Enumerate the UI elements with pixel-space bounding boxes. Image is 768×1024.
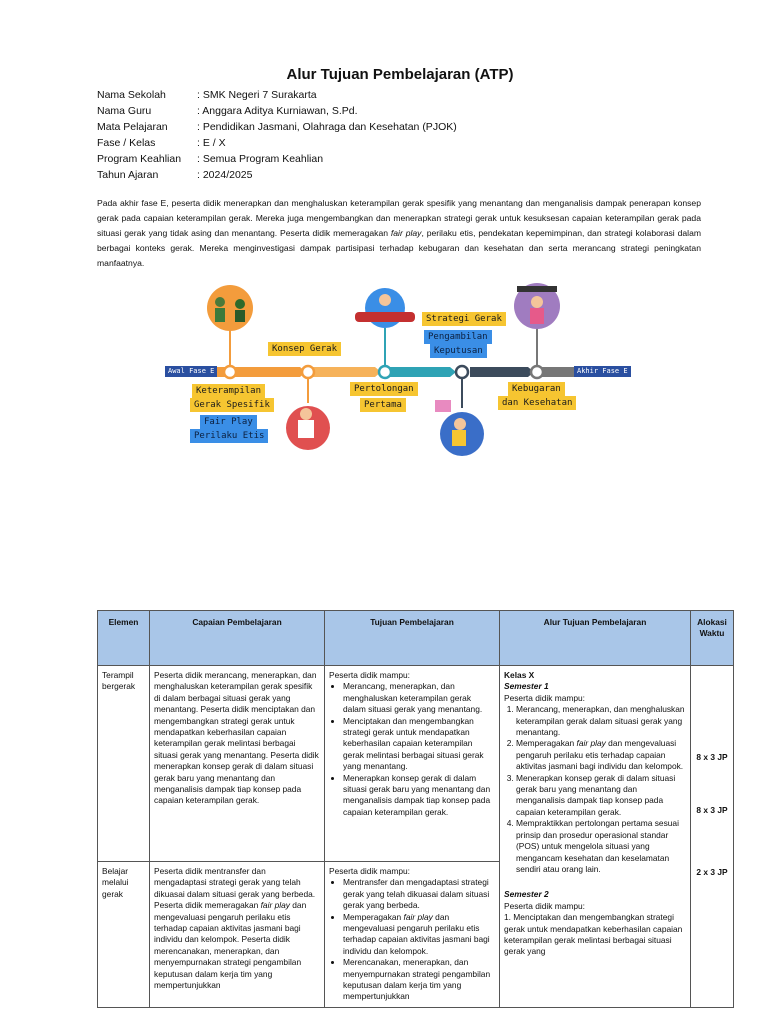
cell-tujuan bbox=[325, 862, 500, 1008]
milestone-node bbox=[379, 366, 391, 378]
info-label: Nama Sekolah bbox=[97, 89, 166, 101]
alur-semester-1: Semester 1 bbox=[504, 681, 549, 692]
label-strategi-gerak: Strategi Gerak bbox=[422, 312, 506, 326]
label-perilaku-etis: Perilaku Etis bbox=[190, 429, 268, 443]
label-fair-play: Fair Play bbox=[200, 415, 257, 429]
label-keterampilan: Keterampilan bbox=[192, 384, 265, 398]
info-label: Fase / Kelas bbox=[97, 137, 156, 149]
info-value: : Semua Program Keahlian bbox=[197, 153, 324, 165]
info-value: : 2024/2025 bbox=[197, 169, 253, 181]
paragraph-text: Pada akhir fase E, peserta didik menerapkan dan menghaluskan keterampilan gerak spesifik yang menantang dan menganalisis dampak penerapan konsep gerak pada capaian keterampilan gerak. Mereka juga mengembangkan dan menerapkan strategi gerak untuk kesuksesan capaian keterampilan gerak pada situasi gerak yang tidak asing dan menantang. Peserta didik memeragakan bbox=[97, 198, 701, 238]
info-value: : Pendidikan Jasmani, Olahraga dan Kesehatan (PJOK) bbox=[197, 121, 457, 133]
cell-elemen: Terampil bergerak bbox=[98, 666, 150, 862]
path-segment-light-orange bbox=[312, 367, 381, 377]
list-item: • Menciptakan dan mengembangkan strategi gerak untuk mendapatkan keberhasilan capaian keterampilan gerak melintasi berbagai situasi gerak yang menantang. bbox=[343, 716, 495, 773]
alur-semester-2: Semester 2 bbox=[504, 889, 549, 900]
path-segment-dark bbox=[470, 367, 534, 377]
header-tujuan: Tujuan Pembelajaran bbox=[325, 611, 500, 666]
label-pertolongan: Pertolongan bbox=[350, 382, 418, 396]
milestone-node bbox=[302, 366, 314, 378]
alur-list bbox=[504, 704, 686, 875]
cell-tujuan bbox=[325, 666, 500, 862]
header-elemen: Elemen bbox=[98, 611, 150, 666]
cell-elemen: Belajar melalui gerak bbox=[98, 862, 150, 1008]
table-header-row bbox=[98, 611, 734, 666]
page-title: Alur Tujuan Pembelajaran (ATP) bbox=[286, 66, 514, 83]
alur-kelas: Kelas X bbox=[504, 670, 535, 680]
info-row-subject bbox=[97, 119, 457, 135]
tujuan-list bbox=[329, 877, 495, 1002]
paragraph-fair-play: fair play bbox=[390, 228, 422, 238]
tujuan-intro: Peserta didik mampu: bbox=[329, 866, 410, 876]
alur-intro: Peserta didik mampu: bbox=[504, 900, 585, 911]
info-row-school bbox=[97, 87, 457, 103]
list-item: • Merencanakan, menerapkan, dan menyempurnakan strategi pengambilan keputusan dalam kerja tim yang mempertunjukkan bbox=[343, 957, 495, 1003]
label-pertama: Pertama bbox=[360, 398, 406, 412]
label-dan-kesehatan: dan Kesehatan bbox=[498, 396, 576, 410]
path-segment-teal bbox=[390, 367, 456, 377]
list-item: 1. Merancang, menerapkan, dan menghaluskan keterampilan gerak dalam situasi gerak yang menantang. bbox=[516, 704, 686, 738]
info-value: : Anggara Aditya Kurniawan, S.Pd. bbox=[197, 105, 358, 117]
tujuan-intro: Peserta didik mampu: bbox=[329, 670, 410, 680]
list-item: • Mentransfer dan mengadaptasi strategi gerak yang telah dikuasai dalam situasi gerak yang berbeda. bbox=[343, 877, 495, 911]
list-item: 4. Mempraktikkan pertolongan pertama sesuai prinsip dan prosedur operasional standar (POS) untuk mengelola situasi yang mengancam kesehatan dan keselamatan sendiri atau orang lain. bbox=[516, 818, 686, 875]
info-value: : E / X bbox=[197, 137, 226, 149]
label-konsep-gerak: Konsep Gerak bbox=[268, 342, 341, 356]
tujuan-list bbox=[329, 681, 495, 818]
soccer-players-illustration bbox=[207, 285, 253, 331]
list-item: • Merancang, menerapkan, dan menghaluskan keterampilan gerak dalam situasi gerak yang menantang. bbox=[343, 681, 495, 715]
cell-alokasi bbox=[691, 666, 734, 1008]
phase-description bbox=[97, 196, 701, 271]
list-item: 3. Menerapkan konsep gerak di dalam situasi gerak baru yang menantang dan menganalisis dampak tiap konsep pada capaian keterampilan gerak. bbox=[516, 773, 686, 819]
table-row bbox=[98, 666, 734, 862]
alokasi-value: 2 x 3 JP bbox=[696, 866, 728, 877]
info-value: : SMK Negeri 7 Surakarta bbox=[197, 89, 317, 101]
alokasi-value: 8 x 3 JP bbox=[696, 805, 728, 816]
cell-capaian: Peserta didik mentransfer dan mengadaptasi strategi gerak yang telah dikuasai dalam situasi gerak yang berbeda. Peserta didik memeragakan fair play dan mengevaluasi pengaruh perilaku etis terhadap capaian aktivitas jasmani bagi individu dan kelompok. Peserta didik merencanakan, menerapkan, dan menyempurnakan strategi pengambilan keputusan dalam kerja tim yang mempertunjukkan bbox=[150, 862, 325, 1008]
info-row-phase bbox=[97, 135, 457, 151]
identity-block bbox=[97, 87, 457, 183]
info-label: Tahun Ajaran bbox=[97, 169, 159, 181]
label-pengambilan: Pengambilan bbox=[424, 330, 492, 344]
milestone-node bbox=[224, 366, 236, 378]
list-item: 2. Memperagakan fair play dan mengevaluasi pengaruh perilaku etis terhadap capaian aktivitas jasmani bagi individu dan kelompok. bbox=[516, 738, 686, 772]
list-item: • Menerapkan konsep gerak di dalam situasi gerak baru yang menantang dan menganalisis dampak tiap konsep pada capaian keterampilan gerak. bbox=[343, 773, 495, 819]
cell-capaian: Peserta didik merancang, menerapkan, dan menghaluskan keterampilan gerak spesifik di dalam berbagai situasi gerak yang menantang. Peserta didik menciptakan dan mengembangkan strategi gerak untuk mendapatkan keberhasilan capaian keterampilan gerak melintasi berbagai situasi gerak yang menantang. Peserta didik menerapkan konsep gerak di dalam situasi gerak baru yang menantang dan menganalisis dampak tiap konsep pada capaian keterampilan gerak. bbox=[150, 666, 325, 862]
alokasi-value: 8 x 3 JP bbox=[696, 752, 728, 762]
learning-path-infographic bbox=[160, 278, 640, 468]
label-gerak-spesifik: Gerak Spesifik bbox=[190, 398, 274, 412]
label-keputusan: Keputusan bbox=[430, 344, 487, 358]
paragraph-text: , perilaku etis, pendekatan kepemimpinan, dan strategi kolaborasi dalam berbagai konteks gerak. Mereka menginvestigasi dampak partisipasi terhadap kebugaran dan kesehatan dan serta merancang strategi peningkatan manfaatnya. bbox=[97, 228, 702, 268]
info-label: Program Keahlian bbox=[97, 153, 182, 165]
atp-table bbox=[97, 610, 734, 1008]
phase-start-label: Awal Fase E bbox=[165, 366, 217, 377]
info-label: Mata Pelajaran bbox=[97, 121, 168, 133]
header-capaian: Capaian Pembelajaran bbox=[150, 611, 325, 666]
info-row-program bbox=[97, 151, 457, 167]
header-alokasi: Alokasi Waktu bbox=[691, 611, 734, 666]
info-row-year bbox=[97, 167, 457, 183]
list-item: 1. Menciptakan dan mengembangkan strategi gerak untuk mendapatkan keberhasilan capaian keterampilan gerak melintasi berbagai situasi gerak yang bbox=[504, 912, 683, 957]
info-row-teacher bbox=[97, 103, 457, 119]
milestone-node bbox=[531, 366, 543, 378]
cell-alur bbox=[500, 666, 691, 1008]
list-item: • Memperagakan fair play dan mengevaluasi pengaruh perilaku etis terhadap capaian aktivitas jasmani bagi individu dan kelompok. bbox=[343, 912, 495, 958]
info-label: Nama Guru bbox=[97, 105, 152, 117]
label-kebugaran: Kebugaran bbox=[508, 382, 565, 396]
milestone-node bbox=[456, 366, 468, 378]
alur-intro: Peserta didik mampu: bbox=[504, 692, 585, 703]
phase-end-label: Akhir Fase E bbox=[574, 366, 631, 377]
header-alur: Alur Tujuan Pembelajaran bbox=[500, 611, 691, 666]
